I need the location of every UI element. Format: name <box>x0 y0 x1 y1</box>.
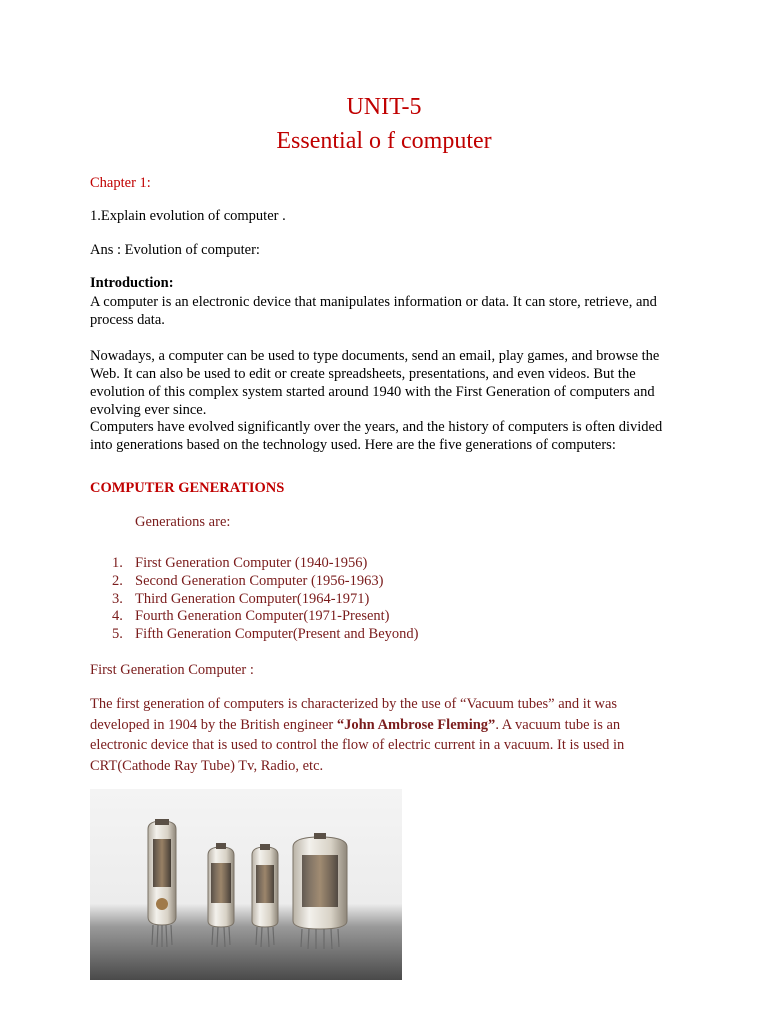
fg-text-before: The first generation of computers is characterized by the use of “Vacuum tubes” and it was developed in 1904 by the British engineer <box>90 696 618 733</box>
list-item-number: 2. <box>112 572 123 589</box>
chapter-label: Chapter 1: <box>90 175 151 191</box>
list-item-label: Fourth Generation Computer(1971-Present) <box>135 608 390 625</box>
intro-paragraph-3: Computers have evolved significantly over the years, and the history of computers is often divided into generations based on the technology used. Here are the five generations of computers: <box>90 419 663 453</box>
list-item <box>90 573 419 591</box>
list-item-number: 5. <box>112 626 123 643</box>
question-text: 1.Explain evolution of computer . <box>90 208 286 224</box>
vacuum-tubes-photo <box>90 789 402 980</box>
list-item-label: Fifth Generation Computer(Present and Beyond) <box>135 626 419 643</box>
intro-paragraph-1: A computer is an electronic device that manipulates information or data. It can store, retrieve, and process data. <box>90 294 657 328</box>
fg-engineer-name: “John Ambrose Fleming” <box>336 716 496 733</box>
generations-heading: COMPUTER GENERATIONS <box>90 480 285 496</box>
list-item-label: Second Generation Computer (1956-1963) <box>135 572 384 589</box>
intro-paragraph-2: Nowadays, a computer can be used to type documents, send an email, play games, and browse the Web. It can also be used to edit or create spreadsheets, presentations, and even videos. But the evolution of this complex system started around 1940 with the First Generation of computers and evolving ever since. <box>90 348 660 418</box>
list-item-label: Third Generation Computer(1964-1971) <box>135 590 370 607</box>
list-item <box>90 626 419 644</box>
list-item <box>90 591 419 609</box>
fg-text-after: . A vacuum tube is an electronic device that is used to control the flow of electric current in a vacuum. It is used in CRT(Cathode Ray Tube) Tv, Radio, etc. <box>90 716 625 775</box>
generations-lead: Generations are: <box>135 514 231 530</box>
list-item <box>90 608 419 626</box>
introduction-heading: Introduction: <box>90 275 174 291</box>
first-generation-paragraph <box>90 694 670 777</box>
answer-intro: Ans : Evolution of computer: <box>90 242 260 258</box>
list-item-number: 3. <box>112 590 123 607</box>
generations-list <box>90 555 419 644</box>
list-item-number: 1. <box>112 555 123 571</box>
list-item-number: 4. <box>112 608 123 625</box>
unit-title: UNIT-5 <box>346 94 422 120</box>
first-generation-heading: First Generation Computer : <box>90 662 254 678</box>
unit-subtitle: Essential o f computer <box>276 128 492 154</box>
list-item-label: First Generation Computer (1940-1956) <box>135 555 368 571</box>
list-item <box>90 555 419 573</box>
